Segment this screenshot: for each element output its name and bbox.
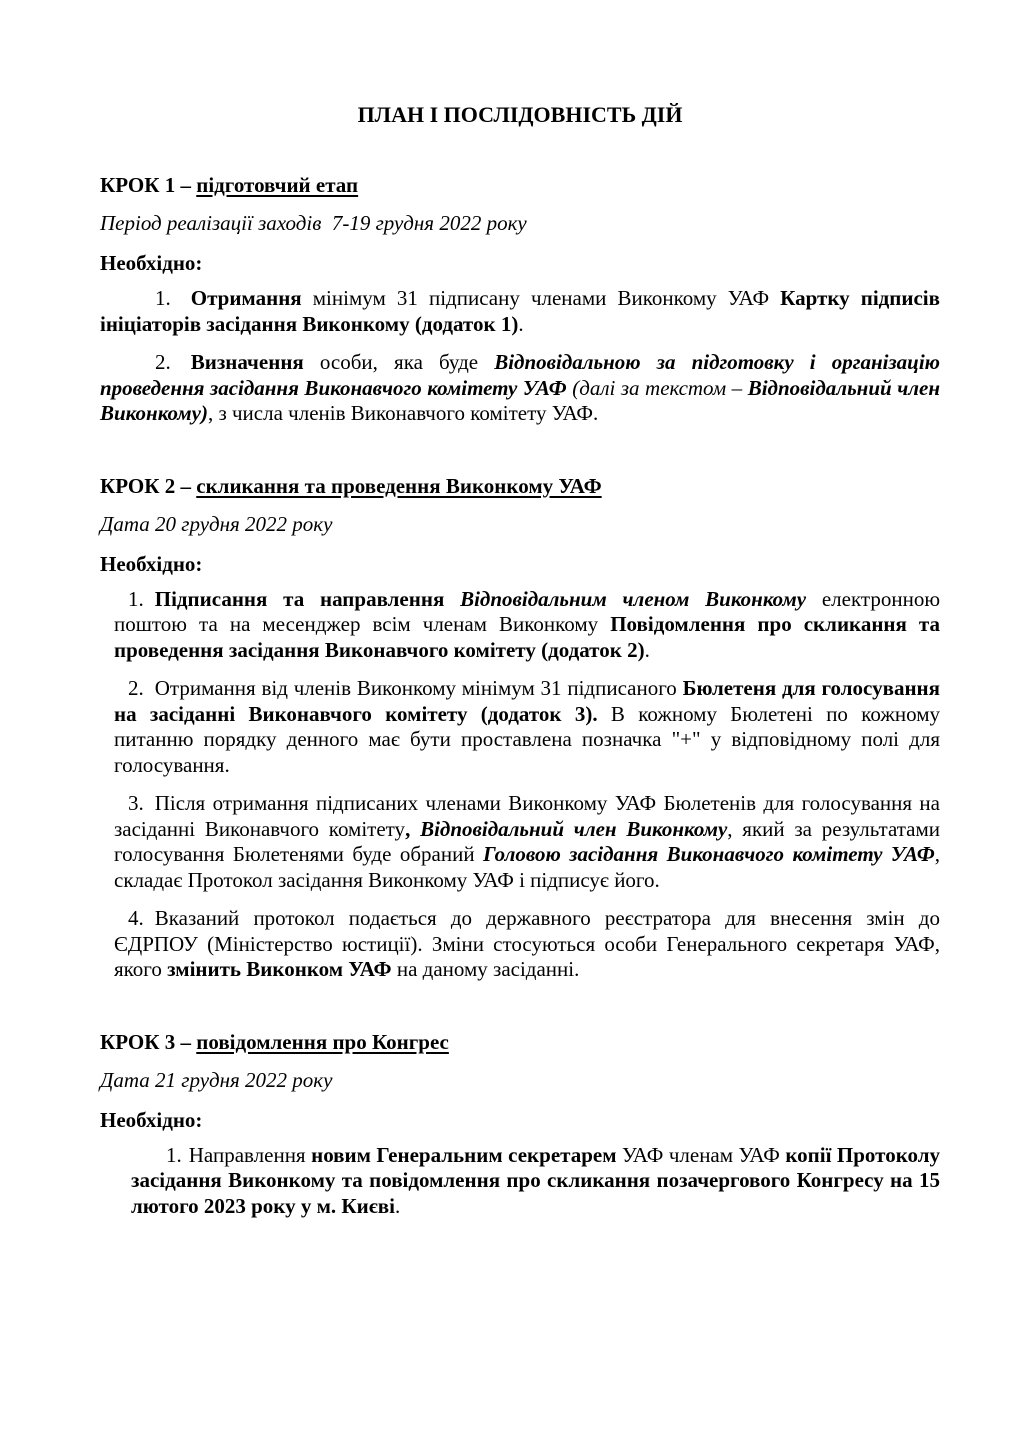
text-segment: , складає Протокол засідання Виконкому УАФ і підписує його.: [114, 842, 940, 892]
text-segment: , який за результатами голосування Бюлетенями буде обраний: [114, 816, 941, 866]
text-segment: .: [644, 637, 650, 662]
krok2-date-line: Дата 20 грудня 2022 року: [100, 511, 333, 536]
krok1-period-line: Період реалізації заходів 7-19 грудня 2022 року: [100, 211, 527, 235]
krok3-heading-underlined: повідомлення про Конгрес: [196, 1029, 449, 1054]
krok3-item-1: [131, 1143, 940, 1220]
text-segment: Відповідальною за підготовку і організацію проведення засідання Виконавчого комітету УАФ: [100, 350, 940, 400]
section-krok-3: [100, 1029, 940, 1220]
text-segment: Визначення: [190, 350, 304, 374]
text-segment: ,: [405, 816, 411, 841]
krok2-item-1: [114, 587, 940, 664]
text-segment: Вказаний протокол подається до державного реєстратора для внесення змін до ЄДРПОУ (Міністерство юстиції). Зміни стосуються особи Генерального секретаря УАФ, якого: [114, 906, 940, 981]
krok3-date-line: Дата 21 грудня 2022 року: [100, 1067, 333, 1092]
text-segment: змінить Виконком УАФ: [167, 957, 392, 981]
krok1-heading-prefix: КРОК 1 –: [100, 173, 197, 197]
text-segment: Повідомлення про скликання та проведення засідання Виконавчого комітету (додаток 2): [114, 612, 940, 662]
text-segment: [410, 817, 420, 841]
krok3-heading-prefix: КРОК 3 –: [100, 1029, 197, 1054]
text-segment: .: [518, 311, 524, 336]
text-segment: , з числа членів Виконавчого комітету УАФ.: [207, 401, 599, 425]
text-segment: Отримання: [190, 286, 302, 310]
krok2-item-2: [114, 676, 940, 778]
krok1-item-2: [100, 350, 940, 427]
krok1-heading: [100, 172, 940, 198]
page-title: ПЛАН І ПОСЛІДОВНІСТЬ ДІЙ: [357, 102, 683, 127]
list-number: 4.: [128, 906, 144, 930]
text-segment: на даному засіданні.: [391, 957, 580, 981]
krok2-heading-prefix: КРОК 2 –: [100, 473, 197, 498]
text-segment: Бюлетеня для голосування на засіданні Виконавчого комітету (додаток 3).: [114, 676, 941, 726]
text-segment: Картку підписів ініціаторів засідання Виконкому (додаток 1): [100, 286, 940, 336]
text-segment: Отримання від членів Виконкому мінімум 31 підписаного: [154, 676, 683, 700]
krok2-need-label: Необхідно:: [100, 551, 203, 576]
krok2-heading-underlined: скликання та проведення Виконкому УАФ: [196, 473, 602, 498]
text-segment: Направлення: [188, 1142, 312, 1167]
krok3-need-label: Необхідно:: [100, 1107, 203, 1132]
text-segment: Головою засідання Виконавчого комітету УАФ: [483, 842, 935, 866]
list-number: 1.: [166, 1142, 182, 1167]
list-number: 1.: [128, 586, 144, 611]
text-segment: .: [394, 1193, 401, 1218]
section-krok-1: [100, 172, 940, 427]
krok1-need-label: Необхідно:: [100, 251, 203, 275]
text-segment: Відповідальним членом Виконкому: [460, 586, 807, 611]
krok1-heading-underlined: підготовчий етап: [196, 173, 359, 197]
list-number: 1.: [155, 286, 171, 310]
text-segment: особи, яка буде: [303, 350, 495, 374]
text-segment: Відповідальний член Виконкому): [100, 375, 940, 425]
text-segment: Підписання та направлення: [154, 586, 461, 611]
text-segment: Після отримання підписаних членами Виконкому УАФ Бюлетенів для голосування на засіданні Виконавчого комітету: [114, 791, 940, 841]
text-segment: електронною поштою та на месенджер всім членам Виконкому: [114, 586, 941, 636]
text-segment: УАФ членам УАФ: [616, 1142, 786, 1167]
krok2-heading: [100, 473, 940, 499]
list-number: 3.: [128, 791, 144, 815]
text-segment: копії Протоколу засідання Виконкому та повідомлення про скликання позачергового Конгресу на 15 лютого 2023 року у м. Києві: [131, 1142, 941, 1218]
text-segment: В кожному Бюлетені по кожному питанню порядку денного має бути проставлена позначка "+" у відповідному полі для голосування.: [114, 701, 940, 777]
list-number: 2.: [155, 350, 171, 374]
krok3-heading: [100, 1029, 940, 1055]
section-krok-2: [100, 473, 940, 983]
text-segment: Відповідальний член Виконкому: [420, 816, 728, 841]
krok2-item-4: [114, 906, 940, 983]
text-segment: мінімум 31 підписану членами Виконкому УАФ: [301, 286, 781, 310]
krok1-item-1: [100, 286, 940, 337]
krok2-item-3: [114, 791, 940, 893]
list-number: 2.: [128, 676, 144, 700]
text-segment: новим Генеральним секретарем: [311, 1142, 617, 1167]
text-segment: (далі за текстом –: [566, 375, 748, 400]
